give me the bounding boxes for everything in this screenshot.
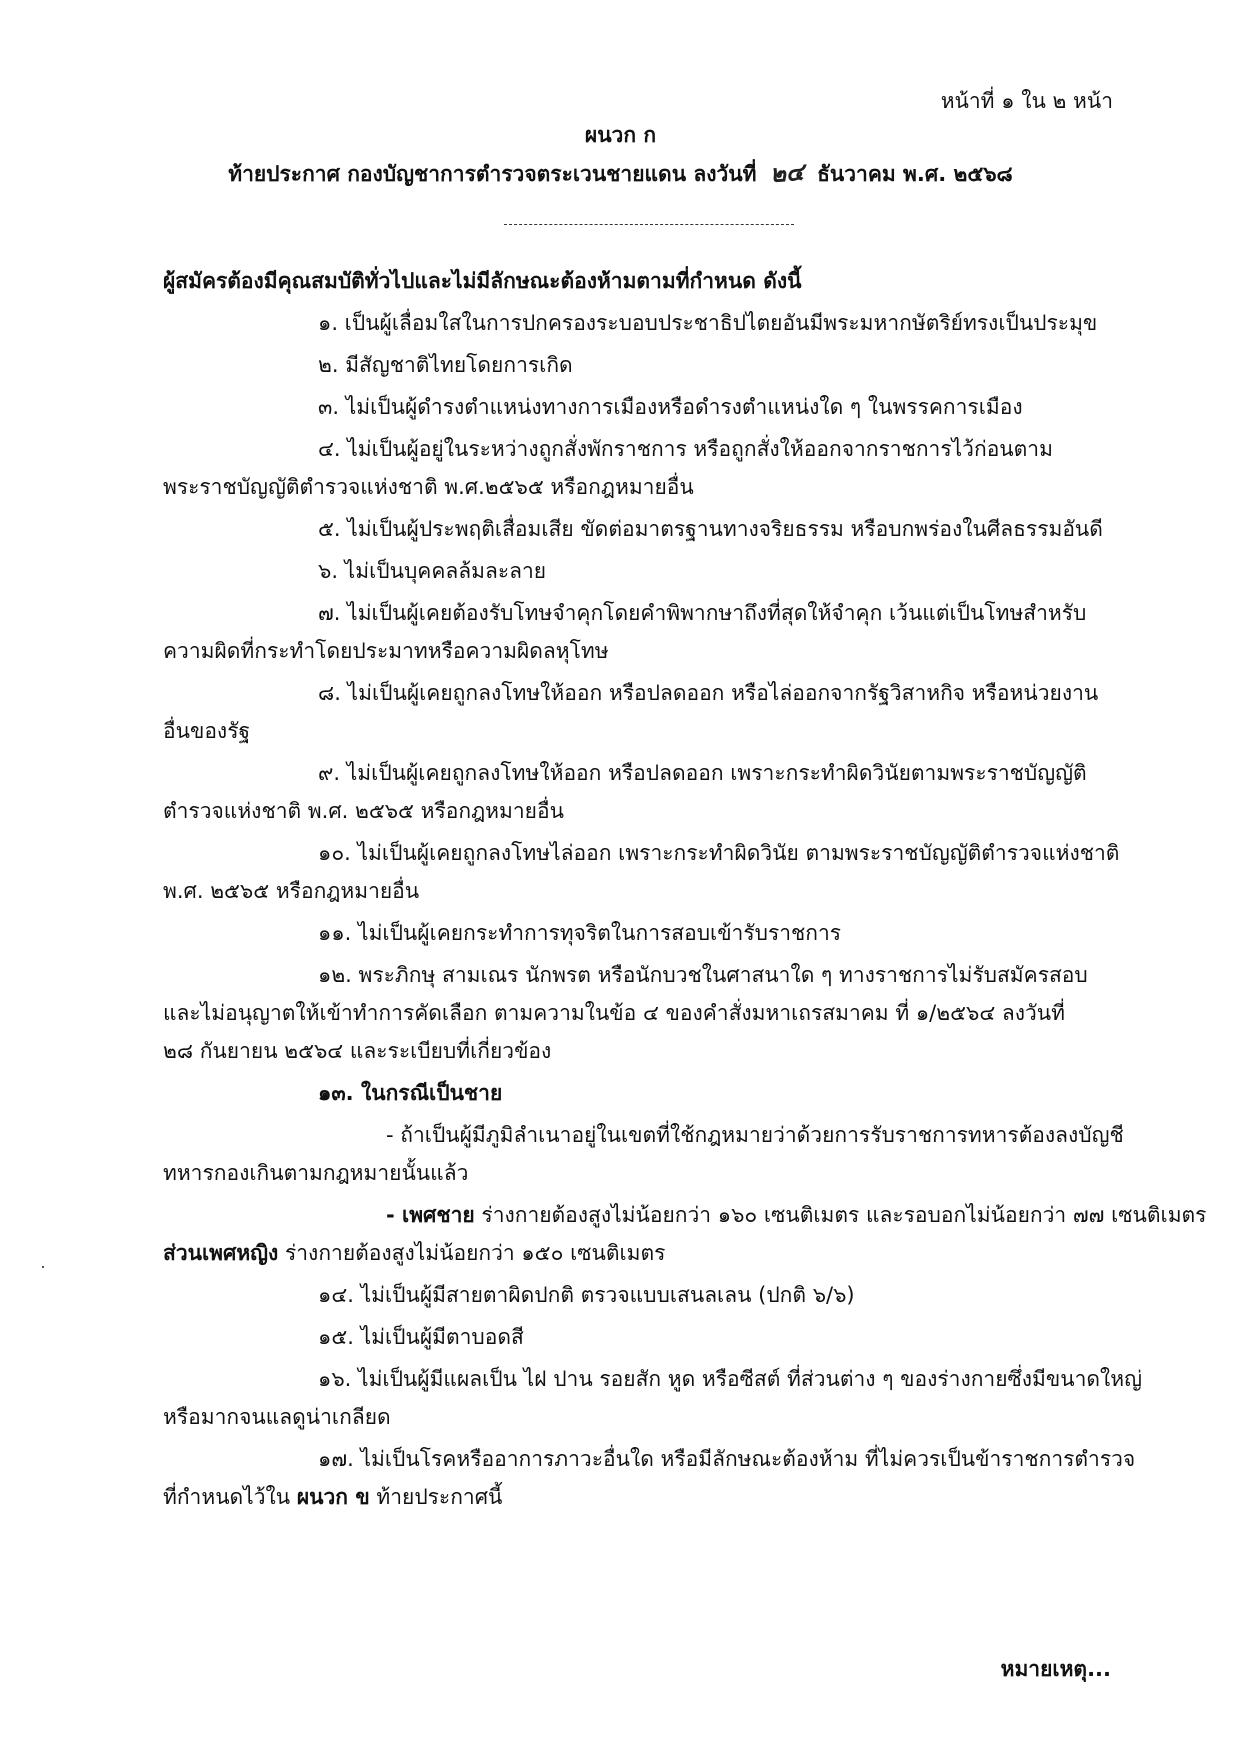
item-16: ๑๖. ไม่เป็นผู้มีแผลเป็น ไฝ ปาน รอยสัก หูด หรือซีสต์ ที่ส่วนต่าง ๆ ของร่างกายซึ่งมีขนาดใหญ่ <box>318 1367 1143 1391</box>
item-2: ๒. มีสัญชาติไทยโดยการเกิด <box>318 353 573 377</box>
item-17-cont-post: ท้ายประกาศนี้ <box>376 1485 503 1509</box>
continuation-note: หมายเหตุ... <box>1000 1657 1111 1681</box>
item-16-cont: หรือมากจนแลดูน่าเกลียด <box>163 1405 391 1429</box>
item-12-cont-1: และไม่อนุญาตให้เข้าทำการคัดเลือก ตามความในข้อ ๔ ของคำสั่งมหาเถรสมาคม ที่ ๑/๒๕๖๔ ลงวันที่ <box>163 1001 1065 1025</box>
item-4: ๔. ไม่เป็นผู้อยู่ในระหว่างถูกสั่งพักราชการ หรือถูกสั่งให้ออกจากราชการไว้ก่อนตาม <box>318 437 1053 461</box>
item-13-height <box>386 1200 1206 1230</box>
female-label: ส่วนเพศหญิง <box>163 1241 279 1265</box>
annex-b-ref: ผนวก ข <box>296 1485 370 1509</box>
intro-text: ผู้สมัครต้องมีคุณสมบัติทั่วไปและไม่มีลักษณะต้องห้ามตามที่กำหนด ดังนี้ <box>163 269 802 293</box>
item-17-cont-pre: ที่กำหนดไว้ใน <box>163 1485 291 1509</box>
item-12: ๑๒. พระภิกษุ สามเณร นักพรต หรือนักบวชในศาสนาใด ๆ ทางราชการไม่รับสมัครสอบ <box>318 963 1088 987</box>
annex-title: ผนวก ก <box>584 123 657 147</box>
item-8: ๘. ไม่เป็นผู้เคยถูกลงโทษให้ออก หรือปลดออก หรือไล่ออกจากรัฐวิสาหกิจ หรือหน่วยงาน <box>318 681 1099 705</box>
page-number: หน้าที่ ๑ ใน ๒ หน้า <box>940 89 1113 113</box>
item-17: ๑๗. ไม่เป็นโรคหรืออาการภาวะอื่นใด หรือมีลักษณะต้องห้าม ที่ไม่ควรเป็นข้าราชการตำรวจ <box>318 1447 1136 1471</box>
subtitle-suffix: ธันวาคม พ.ศ. ๒๕๖๘ <box>817 162 1013 186</box>
item-1: ๑. เป็นผู้เลื่อมใสในการปกครองระบอบประชาธิปไตยอันมีพระมหากษัตริย์ทรงเป็นประมุข <box>318 311 1098 335</box>
item-13-military-cont: ทหารกองเกินตามกฎหมายนั้นแล้ว <box>163 1161 469 1185</box>
item-5: ๕. ไม่เป็นผู้ประพฤติเสื่อมเสีย ขัดต่อมาตรฐานทางจริยธรรม หรือบกพร่องในศีลธรรมอันดี <box>318 517 1103 541</box>
item-13-height-cont <box>163 1238 665 1268</box>
item-14: ๑๔. ไม่เป็นผู้มีสายตาผิดปกติ ตรวจแบบเสนลเลน (ปกติ ๖/๖) <box>318 1283 855 1307</box>
item-9-cont: ตำรวจแห่งชาติ พ.ศ. ๒๕๖๕ หรือกฎหมายอื่น <box>163 799 564 823</box>
item-10: ๑๐. ไม่เป็นผู้เคยถูกลงโทษไล่ออก เพราะกระทำผิดวินัย ตามพระราชบัญญัติตำรวจแห่งชาติ <box>318 841 1120 865</box>
item-9: ๙. ไม่เป็นผู้เคยถูกลงโทษให้ออก หรือปลดออก เพราะกระทำผิดวินัยตามพระราชบัญญัติ <box>318 761 1087 785</box>
item-11: ๑๑. ไม่เป็นผู้เคยกระทำการทุจริตในการสอบเข้ารับราชการ <box>318 921 842 945</box>
item-3: ๓. ไม่เป็นผู้ดำรงตำแหน่งทางการเมืองหรือดำรงตำแหน่งใด ๆ ในพรรคการเมือง <box>318 395 1023 419</box>
male-requirement: ร่างกายต้องสูงไม่น้อยกว่า ๑๖๐ เซนติเมตร และรอบอกไม่น้อยกว่า ๗๗ เซนติเมตร <box>474 1203 1207 1227</box>
male-label: - เพศชาย <box>386 1203 475 1227</box>
item-4-cont: พระราชบัญญัติตำรวจแห่งชาติ พ.ศ.๒๕๖๕ หรือกฎหมายอื่น <box>163 475 694 499</box>
female-requirement: ร่างกายต้องสูงไม่น้อยกว่า ๑๕๐ เซนติเมตร <box>278 1241 666 1265</box>
item-7-cont: ความผิดที่กระทำโดยประมาทหรือความผิดลหุโทษ <box>163 639 609 663</box>
item-12-cont-2: ๒๘ กันยายน ๒๕๖๔ และระเบียบที่เกี่ยวข้อง <box>163 1039 552 1063</box>
item-7: ๗. ไม่เป็นผู้เคยต้องรับโทษจำคุกโดยคำพิพากษาถึงที่สุดให้จำคุก เว้นแต่เป็นโทษสำหรับ <box>318 601 1087 625</box>
handwritten-date: ๒๔ <box>768 156 805 189</box>
item-13: ๑๓. ในกรณีเป็นชาย <box>318 1081 503 1105</box>
document-subtitle <box>0 158 1241 189</box>
item-6: ๖. ไม่เป็นบุคคลล้มละลาย <box>318 559 547 583</box>
scan-speck <box>42 1266 44 1268</box>
title-separator <box>504 224 794 225</box>
item-10-cont: พ.ศ. ๒๕๖๕ หรือกฎหมายอื่น <box>163 879 420 903</box>
item-17-cont <box>163 1482 502 1512</box>
item-13-military: - ถ้าเป็นผู้มีภูมิลำเนาอยู่ในเขตที่ใช้กฎหมายว่าด้วยการรับราชการทหารต้องลงบัญชี <box>386 1123 1124 1147</box>
subtitle-prefix: ท้ายประกาศ กองบัญชาการตำรวจตระเวนชายแดน ลงวันที่ <box>228 162 757 186</box>
item-8-cont: อื่นของรัฐ <box>163 719 251 743</box>
item-15: ๑๕. ไม่เป็นผู้มีตาบอดสี <box>318 1325 524 1349</box>
